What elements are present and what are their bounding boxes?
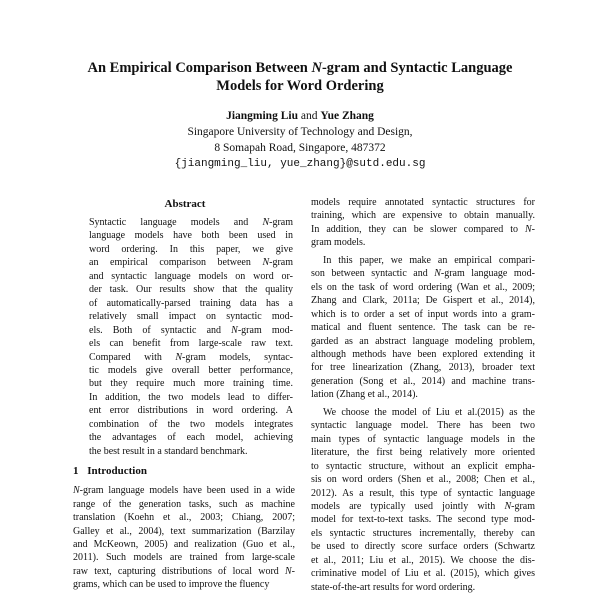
right-p2-line: generation (Song et al., 2014) and machine trans- [311, 375, 535, 387]
introduction-body [73, 484, 295, 592]
right-p3-line: state-of-the-art results for word ordering. [311, 581, 476, 593]
right-p1-line: In addition, they can be slower compared to N- [311, 223, 535, 235]
right-p2-line: In this paper, we make an empirical compari- [323, 254, 535, 266]
abstract-heading: Abstract [164, 198, 206, 210]
right-p3-line: syntactic language model. There has been two [311, 420, 535, 432]
introduction-line: raw text, capturing distributions of local word N- [73, 565, 295, 577]
abstract-line: Syntactic language models and N-gram [89, 217, 293, 228]
author-names: Jiangming Liu and Yue Zhang [226, 110, 374, 122]
right-p2-line: although methods have been explored extending it [311, 348, 535, 360]
section-title: Introduction [87, 465, 147, 478]
abstract-line: word ordering. In this paper, we give [89, 243, 293, 255]
right-p2-line: son between syntactic and N-gram language mod- [311, 268, 535, 280]
affiliation-line-2: 8 Somapah Road, Singapore, 487372 [214, 142, 386, 154]
abstract-line: der task. Our results show that the quality [89, 284, 293, 296]
introduction-line: 2011). Such models are trained from large-scale [73, 552, 295, 564]
right-p2-line: matical and fluent sentence. The task can be re- [311, 322, 535, 334]
abstract-line: els can benefit from large-scale raw text. [89, 338, 293, 350]
abstract-line: and syntactic language models on word or- [89, 270, 293, 282]
right-paragraph-2 [311, 254, 535, 402]
right-paragraph-1 [311, 196, 535, 250]
introduction-line: range of the generation tasks, such as machine [73, 498, 295, 510]
abstract-line: els. Both of syntactic and N-gram mod- [89, 324, 293, 336]
introduction-line: Galley et al., 2004), text summarization (Barzilay [73, 525, 295, 537]
right-p2-line: Zhang and Clark, 2011a; De Gispert et al., 2014), [311, 295, 535, 307]
right-p3-line: sis on word orders (Shen et al., 2008; Chen et al., [311, 474, 535, 486]
abstract-line: Compared with N-gram models, syntac- [89, 351, 293, 363]
right-p2-line: which is to order a set of input words into a gram- [311, 308, 535, 320]
left-column [73, 197, 295, 592]
right-p3-line: We choose the model of Liu et al.(2015) as the [323, 406, 535, 418]
abstract-line: In addition, the two models lead to differ- [89, 391, 293, 403]
abstract-line: an empirical comparison between N-gram [89, 257, 293, 269]
author-email: {jiangming_liu, yue_zhang}@sutd.edu.sg [174, 158, 426, 170]
right-p3-line: 2012). As a result, this type of syntactic language [311, 487, 535, 499]
abstract-line: ent error distributions in word ordering. A [89, 405, 293, 417]
author-block [60, 108, 540, 172]
right-p3-line: els syntactic structures incrementally, thereby can [311, 527, 535, 539]
abstract-line: the advantages of each model, achieving [89, 432, 293, 444]
abstract-line: tic models give overall better performance, [89, 364, 293, 376]
abstract-line: but they require much more training time. [89, 378, 293, 390]
abstract-line: of automatically-parsed training data has a [89, 297, 293, 309]
right-p2-line: garded as an abstract language modeling problem, [311, 335, 535, 347]
right-p3-line: model for text-to-text tasks. The second type mod- [311, 514, 535, 526]
abstract-line: relatively small impact on syntactic mod- [89, 311, 293, 323]
affiliation-line-1: Singapore University of Technology and Design, [187, 126, 413, 138]
abstract-line: language models have both been used in [89, 230, 293, 242]
section-number: 1 [73, 465, 79, 478]
right-p3-line: be used to directly score surface orders (Schwartz [311, 541, 535, 553]
abstract-line: combination of the two models integrates [89, 418, 293, 430]
introduction-line: translation (Koehn et al., 2003; Chiang, 2007; [73, 512, 295, 524]
right-p1-line: gram models. [311, 237, 366, 249]
right-p3-line: to syntactic structure, without an explicit empha- [311, 460, 535, 472]
right-p2-line: for tree linearization (Zhang, 2013), broader text [311, 362, 535, 374]
right-p3-line: models are typically used jointly with N-gram [311, 500, 535, 512]
title-line-1: An Empirical Comparison Between N-gram and Syntactic Language [87, 60, 513, 76]
right-p3-line: main types of syntactic language models in the [311, 433, 535, 445]
right-p2-line: els on the task of word ordering (Wan et al., 2009; [311, 281, 535, 293]
right-p3-line: literature, the first being relatively more oriented [311, 447, 535, 459]
abstract-body [73, 216, 295, 458]
introduction-line: and McKeown, 2005) and realization (Guo et al., [73, 538, 295, 550]
right-p2-line: lation (Zhang et al., 2014). [311, 389, 418, 401]
right-p3-line: criminative model of Liu et al. (2015), which gives [311, 568, 535, 580]
introduction-line: grams, which can be used to improve the fluency [73, 579, 270, 591]
right-p1-line: models require annotated syntactic structures for [311, 197, 535, 208]
title-line-2: Models for Word Ordering [216, 78, 384, 94]
abstract-line: the best result in a standard benchmark. [89, 445, 248, 457]
introduction-line: N-gram language models have been used in a wide [73, 485, 295, 497]
right-column [311, 196, 535, 594]
paper-title [60, 59, 540, 95]
section-heading-introduction [73, 464, 295, 478]
right-p3-line: et al., 2011; Liu et al., 2015). We choose the dis- [311, 554, 535, 566]
right-paragraph-3 [311, 406, 535, 594]
right-p1-line: training, which are expensive to obtain manually. [311, 210, 535, 222]
